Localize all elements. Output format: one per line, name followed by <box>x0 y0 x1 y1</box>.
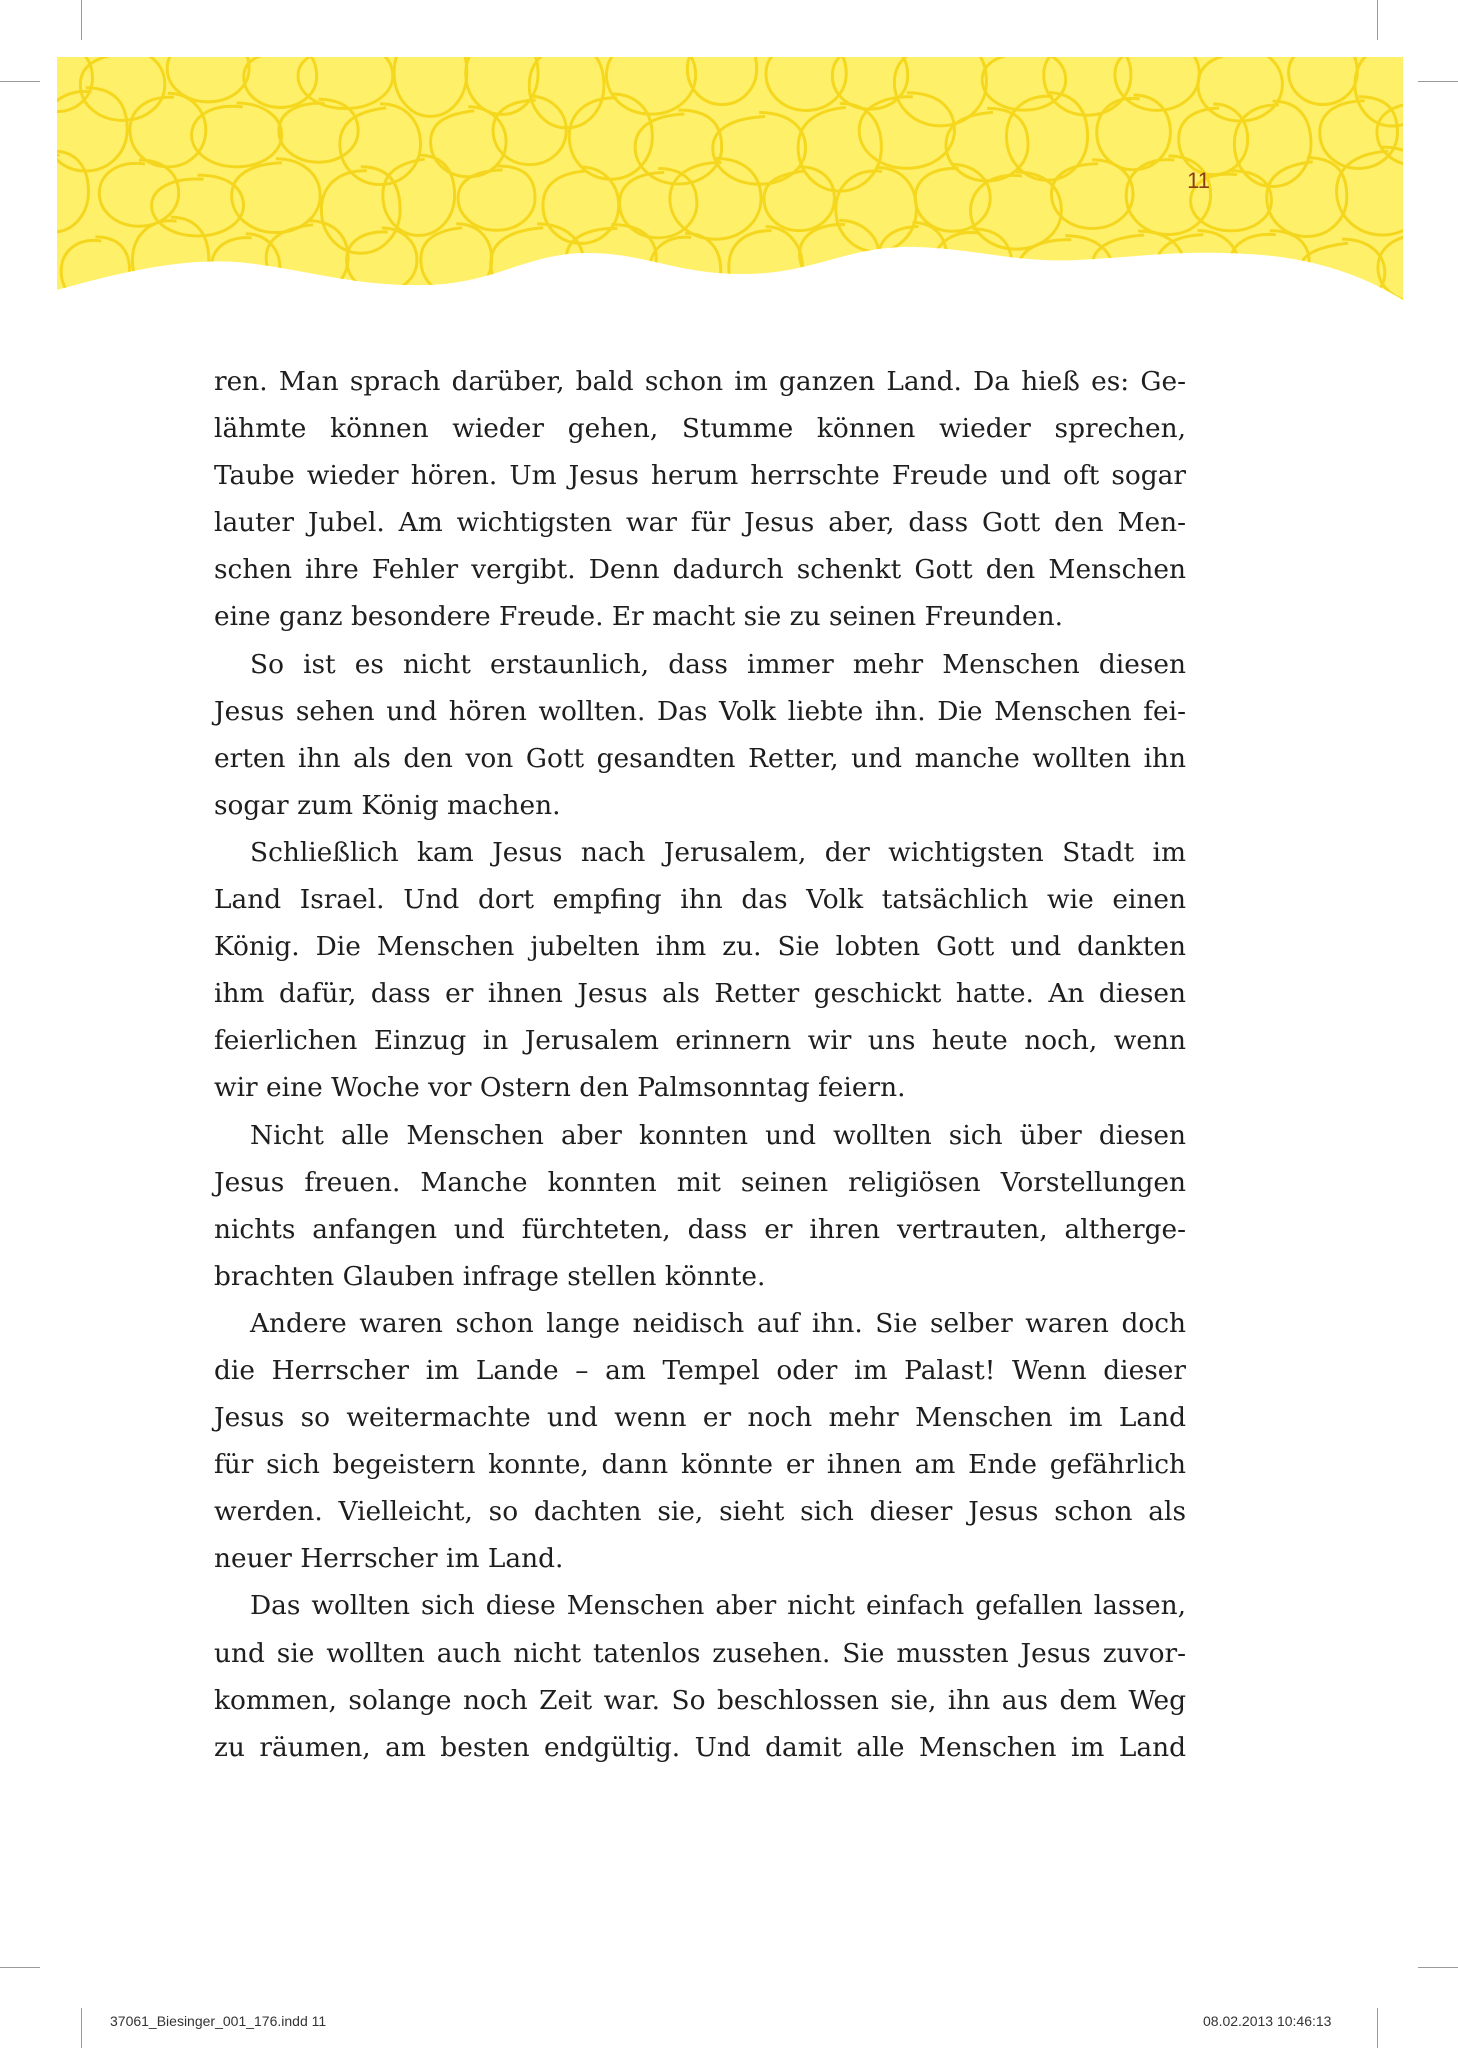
text-line: werden. Vielleicht, so dachten sie, sieht sich dieser Jesus schon als <box>214 1496 1186 1528</box>
crop-mark-bottom-right <box>1377 2008 1378 2048</box>
text-line: zu räumen, am besten endgültig. Und damit alle Menschen im Land <box>214 1731 1186 1763</box>
text-line: König. Die Menschen jubelten ihm zu. Sie lobten Gott und dankten <box>214 931 1186 963</box>
footer-timestamp: 08.02.2013 10:46:13 <box>1203 2013 1332 2029</box>
crop-mark-top-left <box>81 0 82 40</box>
text-line: für sich begeistern konnte, dann könnte er ihnen am Ende gefährlich <box>214 1449 1186 1481</box>
text-line: schen ihre Fehler vergibt. Denn dadurch schenkt Gott den Menschen <box>214 554 1186 586</box>
text-line: Land Israel. Und dort empfing ihn das Volk tatsächlich wie einen <box>214 884 1186 916</box>
text-line: Jesus so weitermachte und wenn er noch mehr Menschen im Land <box>214 1402 1186 1434</box>
text-line: nichts anfangen und fürchteten, dass er ihren vertrauten, altherge- <box>214 1213 1186 1245</box>
crop-mark-left-bottom <box>0 1967 40 1968</box>
footer-file-slug: 37061_Biesinger_001_176.indd 11 <box>110 2013 327 2029</box>
text-line: So ist es nicht erstaunlich, dass immer mehr Menschen diesen <box>250 648 1186 680</box>
text-line: neuer Herrscher im Land. <box>214 1543 564 1575</box>
text-line: die Herrscher im Lande – am Tempel oder im Palast! Wenn dieser <box>214 1354 1186 1386</box>
text-line: ihm dafür, dass er ihnen Jesus als Retter geschickt hatte. An diesen <box>214 978 1186 1010</box>
crop-mark-top-right <box>1377 0 1378 40</box>
text-line: kommen, solange noch Zeit war. So beschlossen sie, ihn aus dem Weg <box>214 1684 1186 1716</box>
text-line: Das wollten sich diese Menschen aber nicht einfach gefallen lassen, <box>250 1590 1186 1622</box>
text-line: lähmte können wieder gehen, Stumme können wieder sprechen, <box>214 413 1186 445</box>
text-line: Taube wieder hören. Um Jesus herum herrschte Freude und oft sogar <box>214 460 1186 492</box>
text-line: brachten Glauben infrage stellen könnte. <box>214 1260 766 1292</box>
text-line: Andere waren schon lange neidisch auf ihn. Sie selber waren doch <box>250 1307 1186 1339</box>
text-line: erten ihn als den von Gott gesandten Retter, und manche wollten ihn <box>214 742 1186 774</box>
text-line: Jesus sehen und hören wollten. Das Volk liebte ihn. Die Menschen fei- <box>214 695 1186 727</box>
text-line: lauter Jubel. Am wichtigsten war für Jesus aber, dass Gott den Men- <box>214 507 1186 539</box>
crop-mark-right-top <box>1418 81 1458 82</box>
text-line: feierlichen Einzug in Jerusalem erinnern wir uns heute noch, wenn <box>214 1025 1186 1057</box>
text-line: sogar zum König machen. <box>214 789 561 821</box>
body-text <box>214 358 1186 1771</box>
crop-mark-bottom-left <box>81 2008 82 2048</box>
page-number: 11 <box>1187 168 1210 193</box>
crop-mark-right-bottom <box>1418 1967 1458 1968</box>
text-line: ren. Man sprach darüber, bald schon im ganzen Land. Da hieß es: Ge- <box>214 366 1186 397</box>
text-line: wir eine Woche vor Ostern den Palmsonntag feiern. <box>214 1072 906 1104</box>
text-line: Jesus freuen. Manche konnten mit seinen religiösen Vorstellungen <box>214 1166 1186 1198</box>
text-line: Nicht alle Menschen aber konnten und wollten sich über diesen <box>250 1119 1186 1151</box>
text-line: Schließlich kam Jesus nach Jerusalem, der wichtigsten Stadt im <box>250 836 1186 868</box>
text-line: eine ganz besondere Freude. Er macht sie zu seinen Freunden. <box>214 601 1063 633</box>
crop-mark-left-top <box>0 81 40 82</box>
text-line: und sie wollten auch nicht tatenlos zusehen. Sie mussten Jesus zuvor- <box>214 1637 1186 1669</box>
